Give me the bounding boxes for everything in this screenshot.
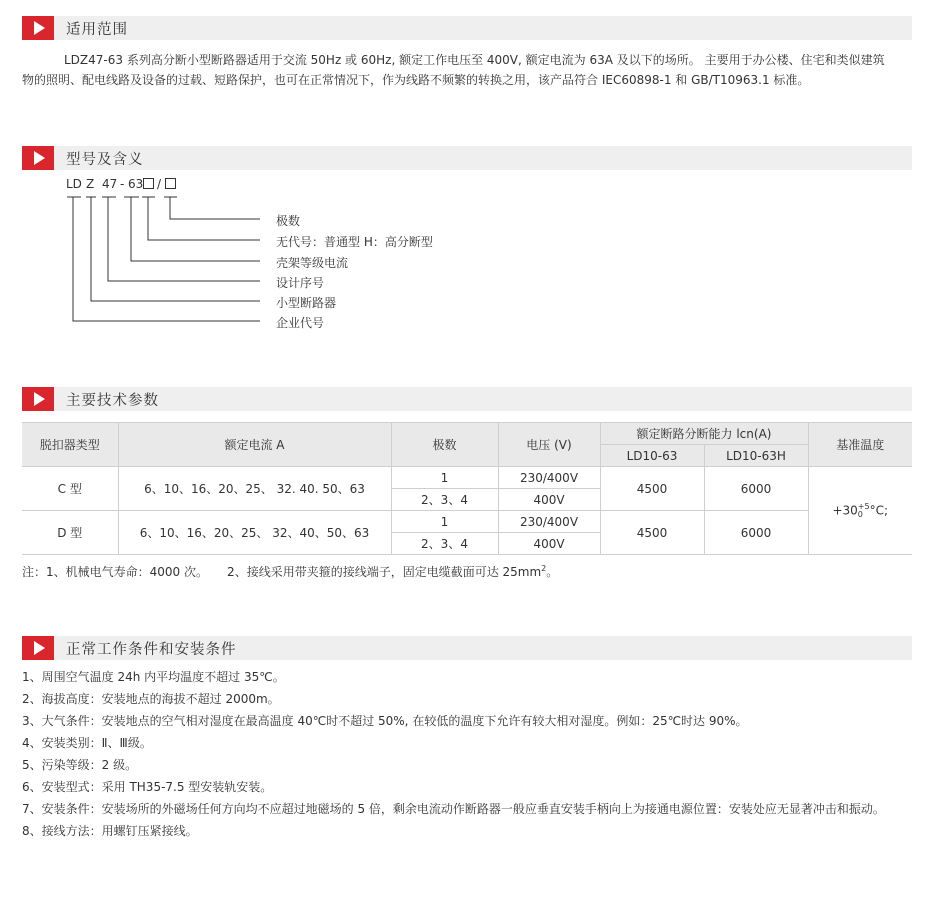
table-row: [22, 467, 912, 489]
ref-temp-sup: +5: [857, 501, 870, 511]
cell-poles: 2、3、4: [391, 533, 498, 555]
cell-ld10-63h: 6000: [704, 467, 808, 511]
scope-line-2: 物的照明、配电线路及设备的过载、短路保护，也可在正常情况下，作为线路不频繁的转换之用，该产品符合 IEC60898-1 和 GB/T10963.1 标准。: [22, 73, 810, 87]
scope-line-1: LDZ47-63 系列高分断小型断路器适用于交流 50Hz 或 60Hz, 额定工作电压至 400V, 额定电流为 63A 及以下的场所。 主要用于办公楼、住宅和类似建筑: [64, 53, 885, 67]
header-ld10-63: LD10-63: [600, 445, 704, 467]
cell-currents: 6、10、16、20、25、 32、40、50、63: [118, 511, 391, 555]
model-code-63: 63: [128, 177, 144, 191]
section-title-model: 型号及含义: [66, 151, 144, 168]
model-code-z: Z: [86, 177, 95, 191]
play-arrow-icon: [22, 387, 54, 411]
cell-ld10-63: 4500: [600, 467, 704, 511]
section-title-tech: 主要技术参数: [66, 392, 159, 409]
ref-temp-base: +30: [832, 503, 858, 517]
cell-poles: 1: [391, 467, 498, 489]
spec-table: [22, 422, 912, 555]
cell-trip-type: D 型: [22, 511, 118, 555]
note-text: 注：1、机械电气寿命：4000 次。 2、接线采用带夹箍的接线端子，固定电缆截面可达 25mm: [22, 565, 542, 579]
ref-temp-sub: 0: [857, 509, 863, 519]
header-ref-temp: 基准温度: [808, 423, 912, 467]
header-ld10-63h: LD10-63H: [704, 445, 808, 467]
conditions-list: [22, 668, 917, 844]
model-code-47: 47: [102, 177, 118, 191]
cell-voltage: 400V: [498, 489, 600, 511]
cell-currents: 6、10、16、20、25、 32. 40. 50、63: [118, 467, 391, 511]
cell-voltage: 230/400V: [498, 467, 600, 489]
meaning-company-code: 企业代号: [276, 316, 325, 330]
section-title-scope: 适用范围: [66, 21, 128, 38]
list-item: 7、安装条件：安装场所的外磁场任何方向均不应超过地磁场的 5 倍，剩余电流动作断路器一般应垂直安装手柄向上为接通电源位置：安装处应无显著冲击和振动。: [22, 802, 885, 816]
cell-ld10-63h: 6000: [704, 511, 808, 555]
meaning-mcb: 小型断路器: [276, 296, 337, 310]
model-code-slash: /: [157, 177, 162, 191]
list-item: 3、大气条件：安装地点的空气相对湿度在最高温度 40℃时不超过 50%, 在较低的温度下允许有较大相对湿度。例如：25℃时达 90%。: [22, 714, 748, 728]
list-item: 4、安装类别：Ⅱ、Ⅲ级。: [22, 736, 152, 750]
header-poles: 极数: [391, 423, 498, 467]
list-item: 2、海拔高度：安装地点的海拔不超过 2000m。: [22, 692, 280, 706]
cell-trip-type: C 型: [22, 467, 118, 511]
section-title-conditions: 正常工作条件和安装条件: [66, 641, 237, 658]
table-note: [22, 563, 558, 580]
header-rated-current: 额定电流 A: [118, 423, 391, 467]
list-item: 6、安装型式：采用 TH35-7.5 型安装轨安装。: [22, 780, 273, 794]
model-code-dash: -: [120, 177, 125, 191]
meaning-type: 无代号：普通型 H：高分断型: [276, 235, 433, 249]
cell-ld10-63: 4500: [600, 511, 704, 555]
meaning-design-number: 设计序号: [276, 276, 325, 290]
header-trip-type: 脱扣器类型: [22, 423, 118, 467]
note-sup: 2: [541, 564, 547, 573]
table-row: [22, 511, 912, 533]
list-item: 8、接线方法：用螺钉压紧接线。: [22, 824, 198, 838]
cell-voltage: 230/400V: [498, 511, 600, 533]
list-item: 5、污染等级：2 级。: [22, 758, 138, 772]
play-arrow-icon: [22, 636, 54, 660]
header-voltage: 电压 (V): [498, 423, 600, 467]
note-end: 。: [546, 565, 559, 579]
section-header-conditions: [22, 636, 912, 660]
cell-voltage: 400V: [498, 533, 600, 555]
meaning-poles: 极数: [276, 214, 301, 228]
header-breaking-capacity: 额定断路分断能力 lcn(A): [600, 423, 808, 445]
list-item: 1、周围空气温度 24h 内平均温度不超过 35℃。: [22, 670, 285, 684]
cell-poles: 1: [391, 511, 498, 533]
cell-poles: 2、3、4: [391, 489, 498, 511]
section-header-tech: [22, 387, 912, 411]
cell-ref-temp: [808, 467, 912, 555]
meaning-frame-current: 壳架等级电流: [276, 256, 349, 270]
model-code-ld: LD: [66, 177, 82, 191]
ref-temp-unit: °C;: [869, 503, 889, 517]
